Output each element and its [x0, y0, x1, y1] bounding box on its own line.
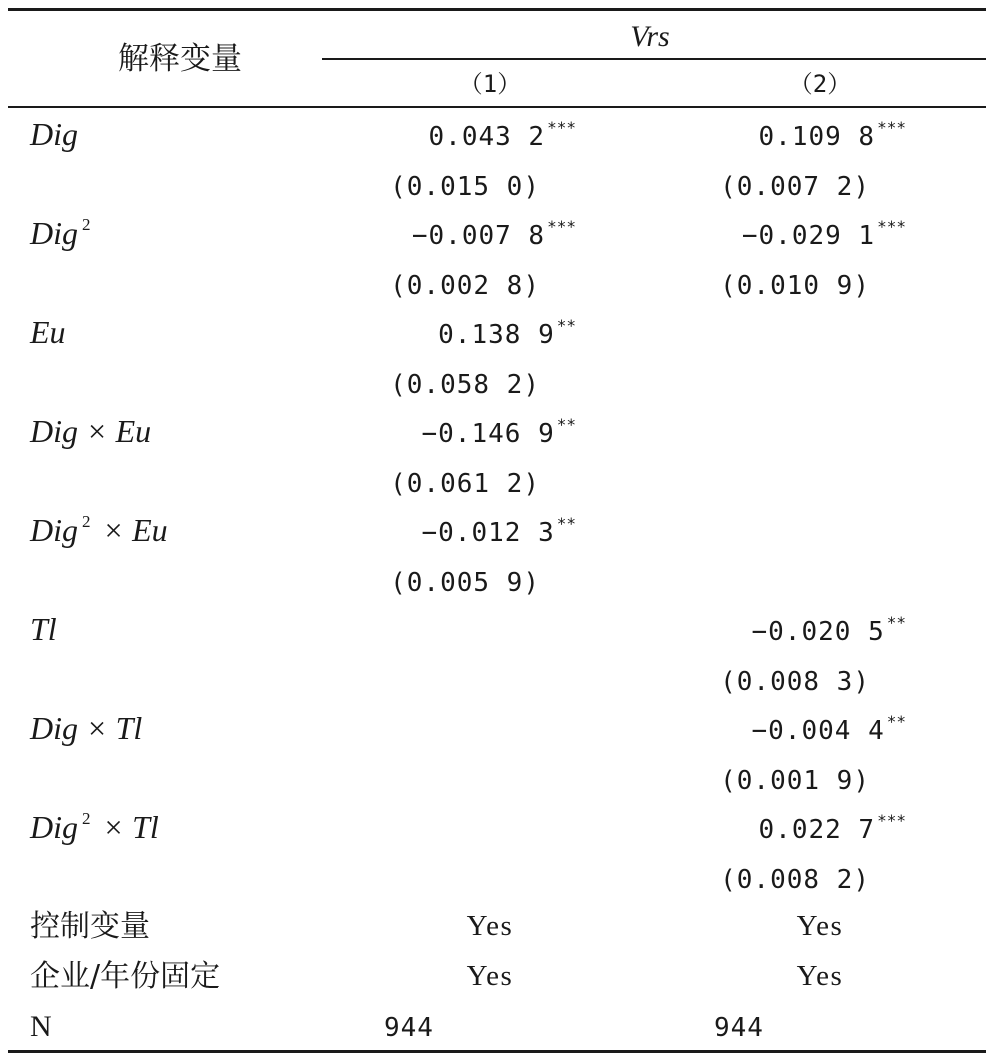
bottom-rule	[8, 1050, 986, 1053]
column-1-std-error	[390, 468, 540, 499]
significance-stars: **	[556, 316, 576, 335]
footer-row-label: 企业/年份固定	[30, 959, 221, 994]
column-1-coefficient	[421, 415, 577, 449]
variable-header: 解释变量	[118, 41, 242, 77]
row-label	[30, 316, 66, 348]
column-1-std-error	[390, 270, 540, 301]
row-label	[30, 613, 57, 645]
significance-stars: ***	[877, 118, 906, 137]
significance-stars: **	[556, 514, 576, 533]
row-label	[30, 415, 151, 447]
column-2-std-error	[720, 765, 870, 796]
cell-value: −0.004 4	[751, 716, 885, 746]
significance-stars: ***	[877, 811, 906, 830]
row-label-text: Dig	[30, 215, 78, 251]
cell-value: (0.008 3)	[720, 666, 870, 697]
significance-stars: ***	[547, 118, 576, 137]
row-label-suffix: × Eu	[94, 512, 168, 548]
group-underline	[322, 58, 986, 60]
cell-value: −0.012 3	[421, 518, 555, 548]
cell-value: 0.109 8	[758, 122, 876, 152]
row-label-superscript: 2	[82, 512, 91, 531]
column-2-std-error	[720, 270, 870, 301]
row-label-superscript: 2	[82, 809, 91, 828]
footer-row-label: 控制变量	[30, 909, 150, 944]
row-label-text: Dig	[30, 512, 78, 548]
group-header: Vrs	[630, 20, 670, 53]
row-label-text: Dig	[30, 809, 78, 845]
cell-value: (0.002 8)	[390, 270, 540, 301]
cell-value: (0.001 9)	[720, 765, 870, 796]
cell-value: −0.020 5	[751, 617, 885, 647]
significance-stars: **	[886, 613, 906, 632]
column-1-std-error	[390, 369, 540, 400]
cell-value: 0.043 2	[428, 122, 546, 152]
row-label-text: Eu	[30, 314, 66, 350]
row-label-text: Tl	[30, 611, 57, 647]
column-2-std-error	[720, 171, 870, 202]
column-1-header: （1）	[458, 70, 522, 98]
column-1-coefficient	[438, 316, 576, 350]
row-label-text: Dig	[30, 116, 78, 152]
column-1-coefficient	[411, 217, 576, 251]
column-2-std-error	[720, 864, 870, 895]
row-label-suffix: × Tl	[94, 809, 159, 845]
cell-value: 0.138 9	[438, 320, 555, 350]
footer-column-1-value: Yes	[466, 960, 514, 992]
footer-row-label: N	[30, 1010, 52, 1043]
significance-stars: **	[886, 712, 906, 731]
footer-column-1-value: Yes	[466, 910, 514, 942]
column-2-header: （2）	[788, 70, 852, 98]
cell-value: (0.005 9)	[390, 567, 540, 598]
column-2-coefficient	[751, 712, 907, 746]
row-label	[30, 514, 168, 546]
column-2-coefficient	[741, 217, 906, 251]
header-rule	[8, 106, 986, 108]
row-label	[30, 118, 78, 150]
row-label-superscript: 2	[82, 215, 91, 234]
cell-value: (0.058 2)	[390, 369, 540, 400]
row-label-text: Dig × Eu	[30, 413, 152, 449]
column-2-std-error	[720, 666, 870, 697]
column-1-std-error	[390, 567, 540, 598]
significance-stars: ***	[547, 217, 576, 236]
footer-column-2-value: 944	[714, 1013, 764, 1043]
column-2-coefficient	[758, 118, 906, 152]
column-2-coefficient	[751, 613, 907, 647]
significance-stars: **	[556, 415, 576, 434]
cell-value: (0.007 2)	[720, 171, 870, 202]
cell-value: −0.146 9	[421, 419, 555, 449]
footer-column-1-value: 944	[384, 1013, 434, 1043]
top-rule	[8, 8, 986, 11]
column-2-coefficient	[758, 811, 906, 845]
cell-value: (0.015 0)	[390, 171, 540, 202]
cell-value: −0.007 8	[411, 221, 546, 251]
significance-stars: ***	[877, 217, 906, 236]
cell-value: (0.061 2)	[390, 468, 540, 499]
column-1-coefficient	[421, 514, 577, 548]
row-label	[30, 712, 142, 744]
row-label	[30, 217, 95, 249]
footer-column-2-value: Yes	[796, 960, 844, 992]
column-1-coefficient	[428, 118, 576, 152]
cell-value: (0.008 2)	[720, 864, 870, 895]
cell-value: 0.022 7	[758, 815, 876, 845]
row-label-text: Dig × Tl	[30, 710, 143, 746]
footer-column-2-value: Yes	[796, 910, 844, 942]
row-label	[30, 811, 159, 843]
cell-value: (0.010 9)	[720, 270, 870, 301]
column-1-std-error	[390, 171, 540, 202]
cell-value: −0.029 1	[741, 221, 876, 251]
